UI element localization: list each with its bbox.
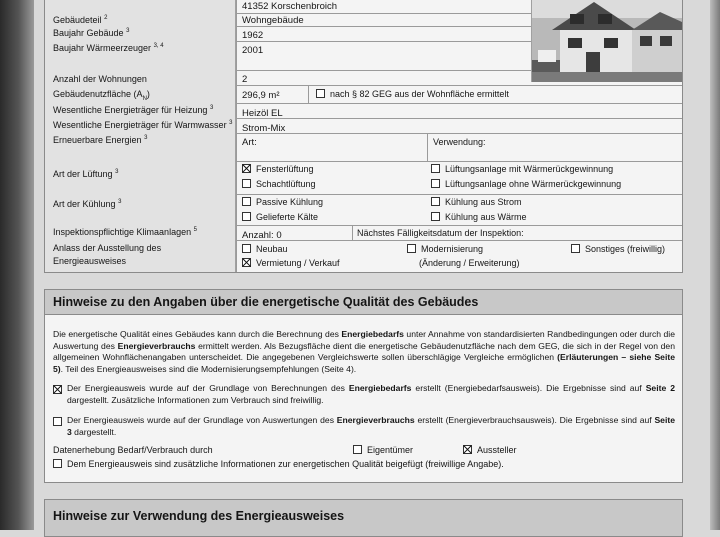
- field-label-hot-water: Wesentliche Energieträger für Warmwasser $^3$: [45, 118, 236, 133]
- ventilation-heat-recovery-option[interactable]: Lüftungsanlage mit Wärmerückgewinnung: [431, 164, 613, 174]
- renewables-type-label: Art:: [242, 137, 257, 148]
- data-collection-owner-option[interactable]: Eigentümer: [353, 445, 413, 455]
- heating-carrier-value: Heizöl EL: [242, 108, 283, 119]
- field-label-ac: Inspektionspflichtige Klimaanlagen $^5$: [45, 225, 236, 240]
- checkbox-checked-icon: [242, 164, 251, 173]
- building-photo: [531, 0, 682, 82]
- checkbox-icon: [242, 244, 251, 253]
- cooling-heat-option[interactable]: Kühlung aus Wärme: [431, 212, 527, 222]
- field-label-renewables: Erneuerbare Energien $^3$: [45, 133, 236, 161]
- heater-year-value: 2001: [242, 45, 264, 56]
- usage-header: [45, 500, 682, 536]
- quality-title: Hinweise zu den Angaben über die energetische Qualität des Gebäudes: [53, 295, 479, 309]
- area-from-living-space-checkbox[interactable]: nach § 82 GEG aus der Wohnfläche ermittelt: [316, 89, 509, 99]
- field-label-building-part: Gebäudeteil $^2$: [45, 13, 236, 26]
- data-collection-label: Datenerhebung Bedarf/Verbrauch durch: [53, 445, 213, 455]
- apartments-value: 2: [242, 74, 248, 85]
- checkbox-icon: [53, 459, 62, 468]
- scan-right-edge: [710, 0, 720, 530]
- building-data-section: [44, 0, 683, 273]
- additional-info-option[interactable]: Dem Energieausweis sind zusätzliche Informationen zur energetischen Qualität beigefügt (freiwillige Angabe).: [53, 459, 504, 469]
- field-label-apartments: Anzahl der Wohnungen: [45, 70, 236, 85]
- occasion-modernization-option[interactable]: Modernisierung: [407, 244, 483, 254]
- quality-header: [45, 290, 682, 315]
- cooling-electric-option[interactable]: Kühlung aus Strom: [431, 197, 522, 207]
- occasion-rent-sale-option[interactable]: Vermietung / Verkauf: [242, 258, 340, 268]
- field-label-cooling: Art der Kühlung $^3$: [45, 194, 236, 225]
- hot-water-carrier-value: Strom-Mix: [242, 123, 286, 134]
- checkbox-icon: [431, 164, 440, 173]
- checkbox-icon: [571, 244, 580, 253]
- checkbox-icon: [431, 197, 440, 206]
- checkbox-icon: [431, 179, 440, 188]
- checkbox-icon: [242, 197, 251, 206]
- house-photo-image: [532, 0, 682, 82]
- quality-intro-text: Die energetische Qualität eines Gebäudes kann durch die Berechnung des Energiebedarfs unter Annahme von standardisierten Randbedingungen oder durch die Auswertung des Energieverbrauchs ermittelt werden. Als Bezugsfläche dient die energetische Gebäudenutzfläche nach dem GEG, die sich in der Regel von den allgemeinen Wohnflächenangaben unterscheidet. Die angegebenen Vergleichswerte sollen überschlägige Vergleiche ermöglichen (Erläuterungen – siehe Seite 5). Teil des Energieausweises sind die Modernisierungsempfehlungen (Seite 4).: [53, 329, 675, 374]
- floor-area-value: 296,9 m²: [242, 90, 280, 101]
- checkbox-icon: [316, 89, 325, 98]
- checkbox-checked-icon: [463, 445, 472, 454]
- checkbox-icon: [53, 417, 62, 426]
- field-label-ventilation: Art der Lüftung $^3$: [45, 161, 236, 194]
- cooling-passive-option[interactable]: Passive Kühlung: [242, 197, 323, 207]
- ventilation-no-recovery-option[interactable]: Lüftungsanlage ohne Wärmerückgewinnung: [431, 179, 621, 189]
- checkbox-icon: [242, 212, 251, 221]
- ac-next-inspection-label: Nächstes Fälligkeitsdatum der Inspektion:: [357, 228, 524, 238]
- field-label-occasion: Anlass der Ausstellung des Energieausweises: [45, 240, 236, 272]
- ventilation-window-option[interactable]: Fensterlüftung: [242, 164, 314, 174]
- field-label-floor-area: Gebäudenutzfläche $(A_N)$: [45, 85, 236, 103]
- field-label-heating: Wesentliche Energieträger für Heizung $^3$: [45, 103, 236, 118]
- checkbox-checked-icon: [242, 258, 251, 267]
- quality-notes-section: [44, 289, 683, 483]
- occasion-other-option[interactable]: Sonstiges (freiwillig): [571, 244, 665, 254]
- field-label-heater-year: Baujahr Wärmeerzeuger $^{3, 4}$: [45, 41, 236, 70]
- consumption-based-option[interactable]: Der Energieausweis wurde auf der Grundlage von Auswertungen des Energieverbrauchs erstellt (Energieverbrauchsausweis). Die Ergebnisse sind auf Seite 3 dargestellt.: [53, 415, 675, 438]
- checkbox-icon: [431, 212, 440, 221]
- occasion-new-building-option[interactable]: Neubau: [242, 244, 288, 254]
- building-part-value: Wohngebäude: [242, 15, 304, 26]
- usage-title: Hinweise zur Verwendung des Energieausweises: [53, 509, 345, 523]
- checkbox-checked-icon: [53, 385, 62, 394]
- usage-notes-section: [44, 499, 683, 537]
- checkbox-icon: [353, 445, 362, 454]
- renewables-use-label: Verwendung:: [433, 137, 486, 147]
- checkbox-icon: [407, 244, 416, 253]
- build-year-value: 1962: [242, 30, 264, 41]
- occasion-modernization-subtitle: (Änderung / Erweiterung): [419, 258, 520, 268]
- field-label-build-year: Baujahr Gebäude $^3$: [45, 26, 236, 41]
- demand-based-option[interactable]: Der Energieausweis wurde auf der Grundlage von Berechnungen des Energiebedarfs erstellt (Energiebedarfsausweis). Die Ergebnisse sind auf Seite 2 dargestellt. Zusätzliche Informationen zum Verbrauch sind freiwillig.: [53, 383, 675, 406]
- cooling-delivered-option[interactable]: Gelieferte Kälte: [242, 212, 318, 222]
- ventilation-shaft-option[interactable]: Schachtlüftung: [242, 179, 316, 189]
- address-value: 41352 Korschenbroich: [242, 1, 338, 12]
- scan-left-edge: [0, 0, 34, 530]
- checkbox-icon: [242, 179, 251, 188]
- data-collection-issuer-option[interactable]: Aussteller: [463, 445, 517, 455]
- ac-count-value: Anzahl: 0: [242, 230, 282, 241]
